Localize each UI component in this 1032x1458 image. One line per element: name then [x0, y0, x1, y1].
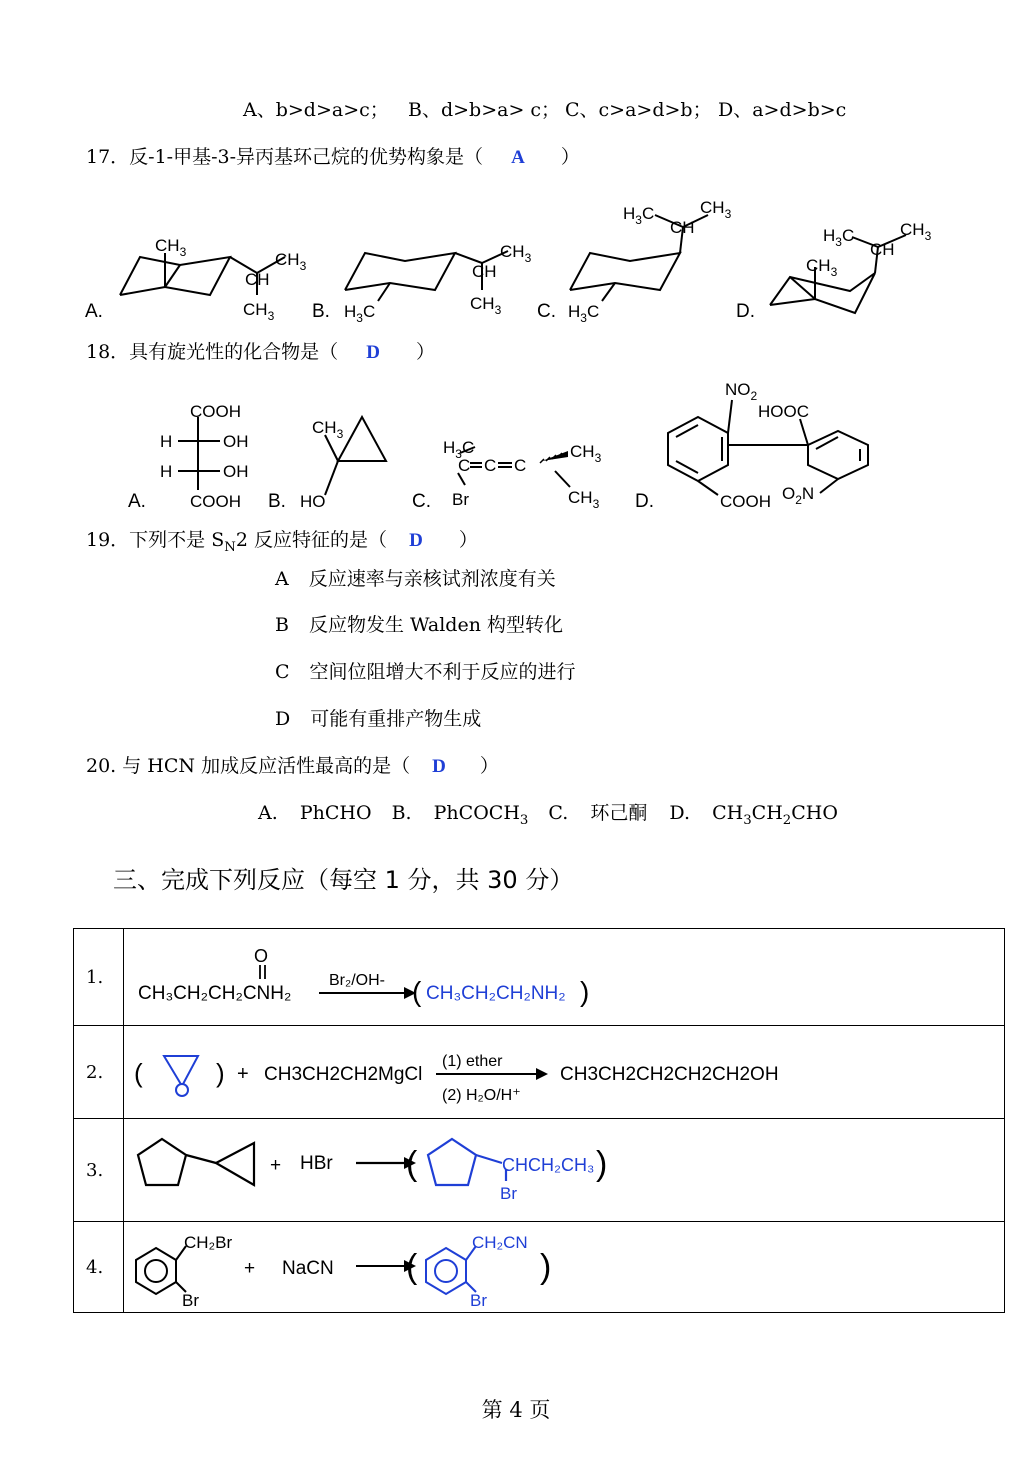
q20-opt-b: B.	[391, 802, 412, 824]
q19-close: ）	[458, 529, 478, 551]
svg-text:): )	[580, 976, 590, 1007]
q18-text: 18．具有旋光性的化合物是（	[86, 341, 339, 363]
svg-text:CH3: $CH_3$	[275, 250, 307, 273]
svg-text:H3C: $H_3C$	[443, 438, 475, 461]
q18-close: ）	[416, 341, 436, 363]
svg-text:H: H	[160, 462, 173, 481]
svg-text:(: (	[406, 1248, 418, 1286]
svg-text:H3C: $H_3C$	[623, 204, 655, 227]
q17-text: 17．反-1-甲基-3-异丙基环己烷的优势构象是（	[86, 146, 484, 168]
svg-text:H3C: $H_3C$	[344, 302, 376, 325]
q19-option-d	[275, 707, 481, 731]
q20-opt-b-sub: 3	[519, 812, 529, 828]
svg-text:CH: CH	[670, 218, 695, 237]
reaction-1-answer: CH₃CH₂CH₂NH₂	[426, 983, 566, 1004]
reaction-3-answer: CHCH₂CH₃	[502, 1155, 595, 1175]
svg-text:CH3: $CH_3$	[500, 242, 532, 265]
q20-answer: D	[432, 756, 446, 777]
q19-text-pre: 19．下列不是 S	[86, 529, 225, 551]
reaction-4-answer-sub2: Br	[470, 1291, 487, 1308]
svg-text:(: (	[134, 1058, 143, 1088]
q20-opt-c-text: 环己酮	[590, 802, 648, 824]
q17-label-d: D.	[736, 301, 755, 322]
reaction-2-reagent: CH3CH2CH2MgCl	[264, 1064, 423, 1085]
q20-opt-d-sub2: 2	[782, 812, 792, 828]
svg-text:CH: CH	[870, 240, 895, 259]
q17-label-a: A.	[85, 301, 103, 322]
q19-option-b	[275, 613, 563, 637]
q20-opt-a-text: PhCHO	[299, 802, 372, 824]
reaction-4-reactant-sub1: CH₂Br	[184, 1233, 233, 1252]
reaction-row-1	[74, 929, 1005, 1026]
svg-text:O2N: $O_2N$	[782, 484, 815, 507]
svg-text:CH3: $CH_3$	[700, 198, 732, 221]
svg-text:HO: HO	[300, 492, 326, 511]
q20-opt-a: A.	[258, 802, 278, 824]
q19-option-b-letter: B	[275, 614, 289, 636]
reaction-1-reactant: CH₃CH₂CH₂CNH₂	[138, 983, 292, 1004]
svg-text:): )	[540, 1248, 552, 1286]
reaction-3-reagent: HBr	[300, 1153, 333, 1174]
svg-text:COOH: COOH	[190, 492, 241, 511]
q17-label-b: B.	[312, 301, 330, 322]
svg-text:COOH: COOH	[720, 492, 771, 511]
reaction-number: 1.	[74, 929, 124, 1026]
svg-text:O: O	[254, 946, 269, 966]
page-footer: 第 4 页	[481, 1398, 551, 1422]
reaction-4-reactant-sub2: Br	[182, 1291, 199, 1308]
q18-label-b: B.	[268, 491, 286, 512]
svg-text:CH3: $CH_3$	[570, 442, 602, 465]
svg-text:CH3: $CH_3$	[155, 236, 187, 259]
svg-text:CH3: $CH_3$	[243, 300, 275, 323]
q19-option-c	[275, 660, 576, 684]
q20-close: ）	[479, 755, 499, 777]
q20-opt-b-text: PhCOCH	[433, 802, 520, 824]
svg-text:NO2: $NO_2$	[725, 380, 758, 403]
reaction-3-scheme	[124, 1119, 1004, 1217]
q19-option-a-text: 反应速率与亲核试剂浓度有关	[308, 568, 556, 590]
reaction-2-product: CH3CH2CH2CH2CH2OH	[560, 1064, 779, 1085]
q18-answer: D	[366, 342, 380, 363]
q19-option-d-text: 可能有重排产物生成	[310, 708, 482, 730]
svg-text:HOOC: HOOC	[758, 402, 809, 421]
svg-text:+: +	[244, 1258, 256, 1279]
svg-text:OH: OH	[223, 432, 249, 451]
reaction-2-condition-2: (2) H₂O/H⁺	[442, 1087, 521, 1104]
q20-opt-d: D.	[669, 802, 691, 824]
svg-text:(: (	[406, 1145, 418, 1183]
q20-options	[258, 801, 838, 833]
reaction-3-cell	[124, 1119, 1005, 1222]
svg-text:+: +	[237, 1063, 249, 1085]
q20-opt-d-text3: CHO	[791, 802, 838, 824]
svg-text:C: C	[484, 456, 497, 475]
q19-option-a-letter: A	[275, 568, 289, 590]
reaction-row-4	[74, 1222, 1005, 1313]
q19-option-b-text: 反应物发生 Walden 构型转化	[308, 614, 563, 636]
svg-text:CH3: $CH_3$	[470, 294, 502, 317]
q19-option-a	[275, 567, 556, 591]
q18-label-a: A.	[128, 491, 146, 512]
svg-text:OH: OH	[223, 462, 249, 481]
svg-text:CH3: $CH_3$	[312, 418, 344, 441]
q17-answer: A	[511, 147, 525, 168]
svg-text:H3C: $H_3C$	[568, 302, 600, 325]
q19-answer: D	[409, 530, 423, 551]
q19-text-post: 2 反应特征的是（	[235, 529, 388, 551]
svg-text:+: +	[270, 1155, 282, 1176]
svg-text:CH3: $CH_3$	[900, 220, 932, 243]
q16-option-d: D、a>d>b>c	[718, 99, 847, 121]
svg-text:Br: Br	[452, 490, 469, 509]
reaction-table	[73, 928, 1005, 1313]
q20-opt-d-sub1: 3	[743, 812, 752, 828]
q20-question	[86, 754, 499, 779]
q17-question	[86, 145, 580, 170]
q18-label-d: D.	[635, 491, 654, 512]
section-title: 三、完成下列反应（每空 1 分，共 30 分）	[113, 866, 574, 894]
reaction-1-scheme	[124, 929, 1004, 1021]
q19-question	[86, 528, 478, 560]
q18-question	[86, 340, 435, 365]
reaction-2-scheme	[124, 1026, 1004, 1114]
svg-text:CH3: $CH_3$	[568, 488, 600, 511]
q20-opt-c: C.	[548, 802, 569, 824]
q19-option-c-text: 空间位阻增大不利于反应的进行	[309, 661, 576, 683]
q18-label-c: C.	[412, 491, 431, 512]
reaction-4-cell	[124, 1222, 1005, 1313]
q17-conformations	[80, 195, 960, 330]
q20-opt-d-text2: CH	[751, 802, 783, 824]
svg-text:): )	[216, 1058, 225, 1088]
reaction-number: 3.	[74, 1119, 124, 1222]
reaction-4-reagent: NaCN	[282, 1258, 334, 1279]
svg-text:C: C	[514, 456, 527, 475]
reaction-2-cell	[124, 1026, 1005, 1119]
reaction-2-condition-1: (1) ether	[442, 1053, 503, 1070]
svg-text:COOH: COOH	[190, 402, 241, 421]
q20-opt-d-text1: CH	[712, 802, 744, 824]
q19-option-d-letter: D	[275, 708, 291, 730]
svg-text:C: C	[458, 456, 471, 475]
q16-option-b: B、d>b>a> c；	[408, 99, 561, 121]
q16-option-c: C、c>a>d>b；	[565, 99, 712, 121]
reaction-1-reagent: Br₂/OH-	[329, 972, 385, 989]
svg-text:H: H	[160, 432, 173, 451]
reaction-number: 4.	[74, 1222, 124, 1313]
reaction-3-answer-sub: Br	[500, 1184, 517, 1203]
reaction-row-3	[74, 1119, 1005, 1222]
q18-structures	[120, 375, 900, 520]
reaction-4-scheme	[124, 1222, 1004, 1308]
svg-text:H3C: $H_3C$	[823, 226, 855, 249]
svg-text:CH: CH	[245, 270, 270, 289]
svg-text:(: (	[412, 976, 422, 1007]
svg-text:CH: CH	[472, 262, 497, 281]
reaction-number: 2.	[74, 1026, 124, 1119]
q19-option-c-letter: C	[275, 661, 290, 683]
q17-label-c: C.	[537, 301, 556, 322]
reaction-row-2	[74, 1026, 1005, 1119]
reaction-1-cell	[124, 929, 1005, 1026]
reaction-4-answer-sub1: CH₂CN	[472, 1233, 528, 1252]
q19-sub: N	[224, 539, 236, 555]
svg-text:): )	[596, 1145, 608, 1183]
q16-option-a: A、b>d>a>c；	[243, 99, 389, 121]
q20-text: 20. 与 HCN 加成反应活性最高的是（	[86, 755, 411, 777]
svg-text:CH3: $CH_3$	[806, 256, 838, 279]
q17-close: ）	[560, 146, 580, 168]
